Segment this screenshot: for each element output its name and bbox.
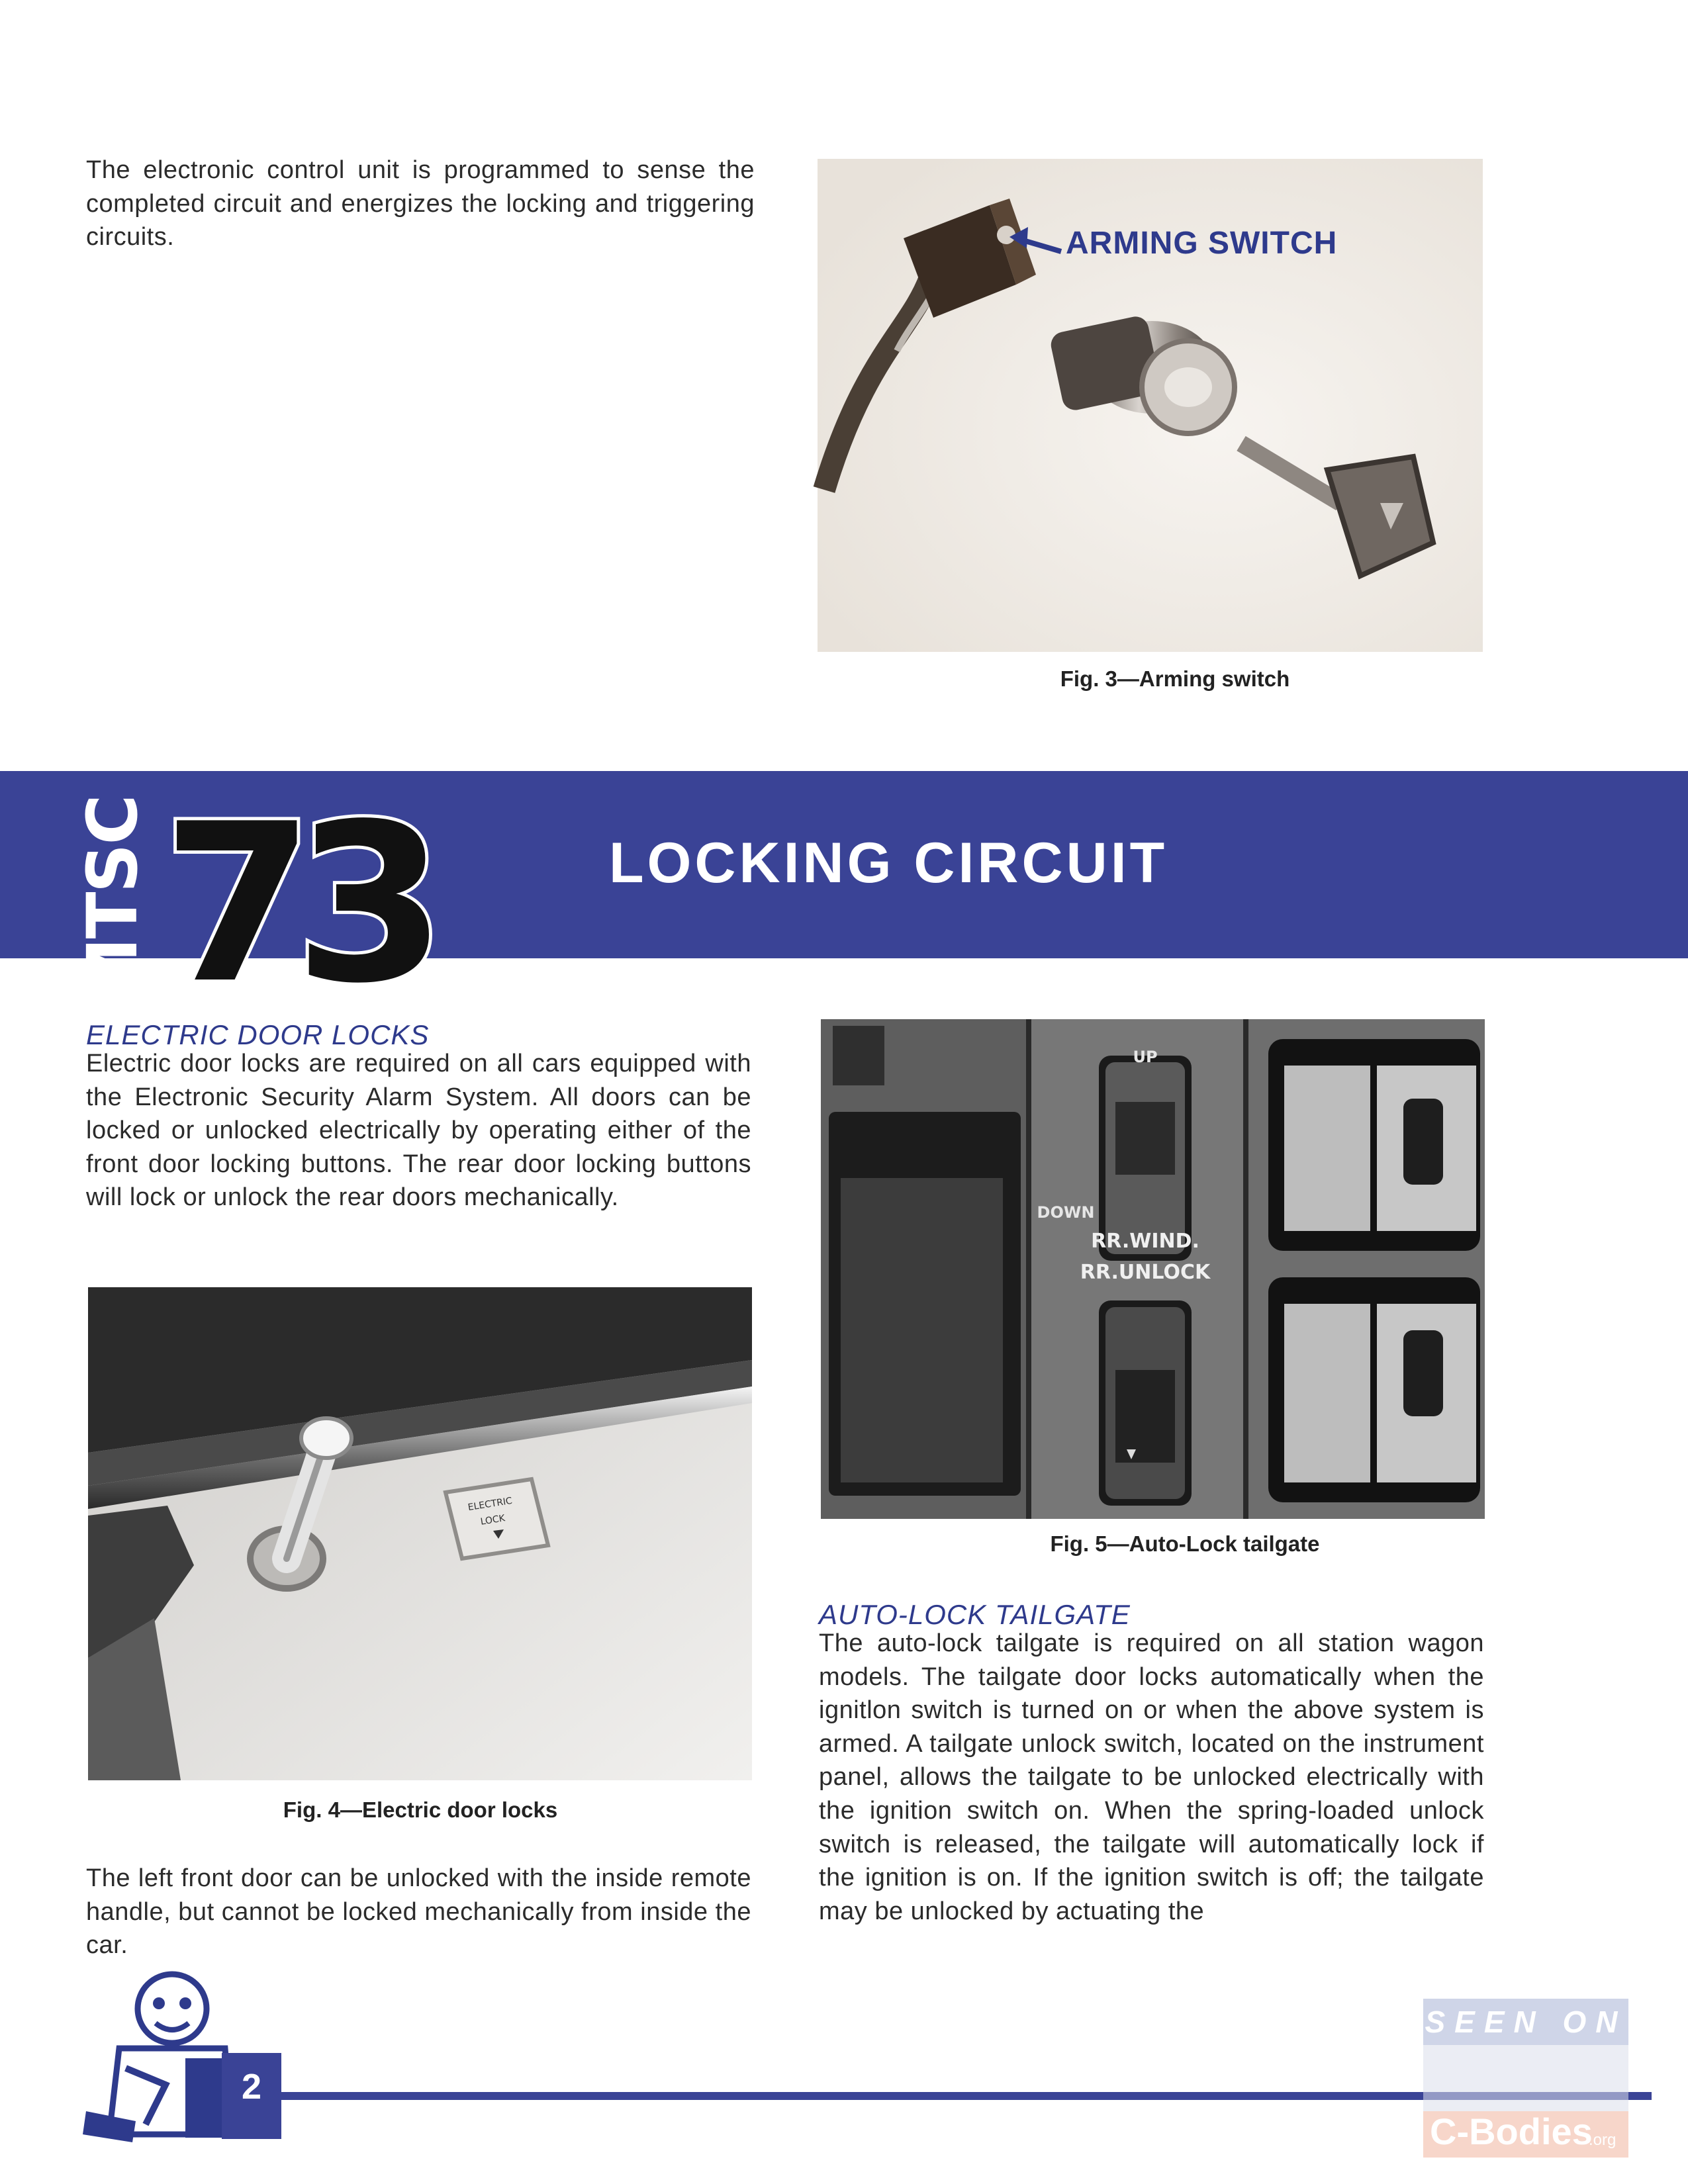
arming-switch-photo <box>818 159 1483 652</box>
electric-door-locks-body: Electric door locks are required on all cars equipped with the Electronic Security Alarm System. All doors can be locked or unlocked electrically by operating either of the front door locking buttons. The rear door locking buttons will lock or unlock the rear doors mechanically. <box>86 1050 751 1212</box>
auto-lock-tailgate-heading: AUTO-LOCK TAILGATE <box>819 1599 1131 1630</box>
label-up: UP <box>1133 1048 1158 1066</box>
label-down: DOWN <box>1037 1203 1095 1222</box>
intro-paragraph: The electronic control unit is programmed to sense the completed circuit and energizes the locking and triggering circuits. <box>86 156 755 251</box>
seen-on-watermark: SEEN ON C-Bodies .org <box>1423 1999 1628 2158</box>
auto-lock-tailgate-body: The auto-lock tailgate is required on all station wagon models. The tailgate door locks automatically when the ignitlon switch is turned on or when the above system is armed. A tailgate unlock switch, located on the instrument panel, allows the tailgate to be unlocked electrically with the ignition switch on. When the spring-loaded unlock switch is released, the tailgate will automatically lock if the ignition is on. If the ignition switch is off; the tailgate may be unlocked by actuating the <box>819 1629 1484 1925</box>
label-rr-wind: RR.WIND. <box>1091 1230 1199 1253</box>
badge-line2: LOCK <box>479 1513 506 1527</box>
logo-text: MTSC <box>72 796 153 1006</box>
page-number: 2 <box>241 2067 262 2107</box>
electric-door-locks-heading: ELECTRIC DOOR LOCKS <box>86 1019 430 1050</box>
mtsc73-logo <box>0 735 427 1031</box>
auto-lock-tailgate-photo <box>821 1019 1485 1519</box>
logo-year: 73 <box>162 777 427 1031</box>
fig5-caption: Fig. 5—Auto-Lock tailgate <box>1050 1531 1320 1556</box>
electric-door-lock-photo <box>88 1287 752 1780</box>
left-bottom-paragraph: The left front door can be unlocked with the inside remote handle, but cannot be locked mechanically from inside the car. <box>86 1864 751 1960</box>
badge-line1: ELECTRIC <box>467 1495 513 1514</box>
fig3-caption: Fig. 3—Arming switch <box>1060 666 1290 691</box>
page-title: LOCKING CIRCUIT <box>609 831 1168 895</box>
label-rr-unlock: RR.UNLOCK <box>1080 1261 1211 1284</box>
arming-switch-callout: ARMING SWITCH <box>1066 226 1338 261</box>
fig4-caption: Fig. 4—Electric door locks <box>283 1797 558 1822</box>
